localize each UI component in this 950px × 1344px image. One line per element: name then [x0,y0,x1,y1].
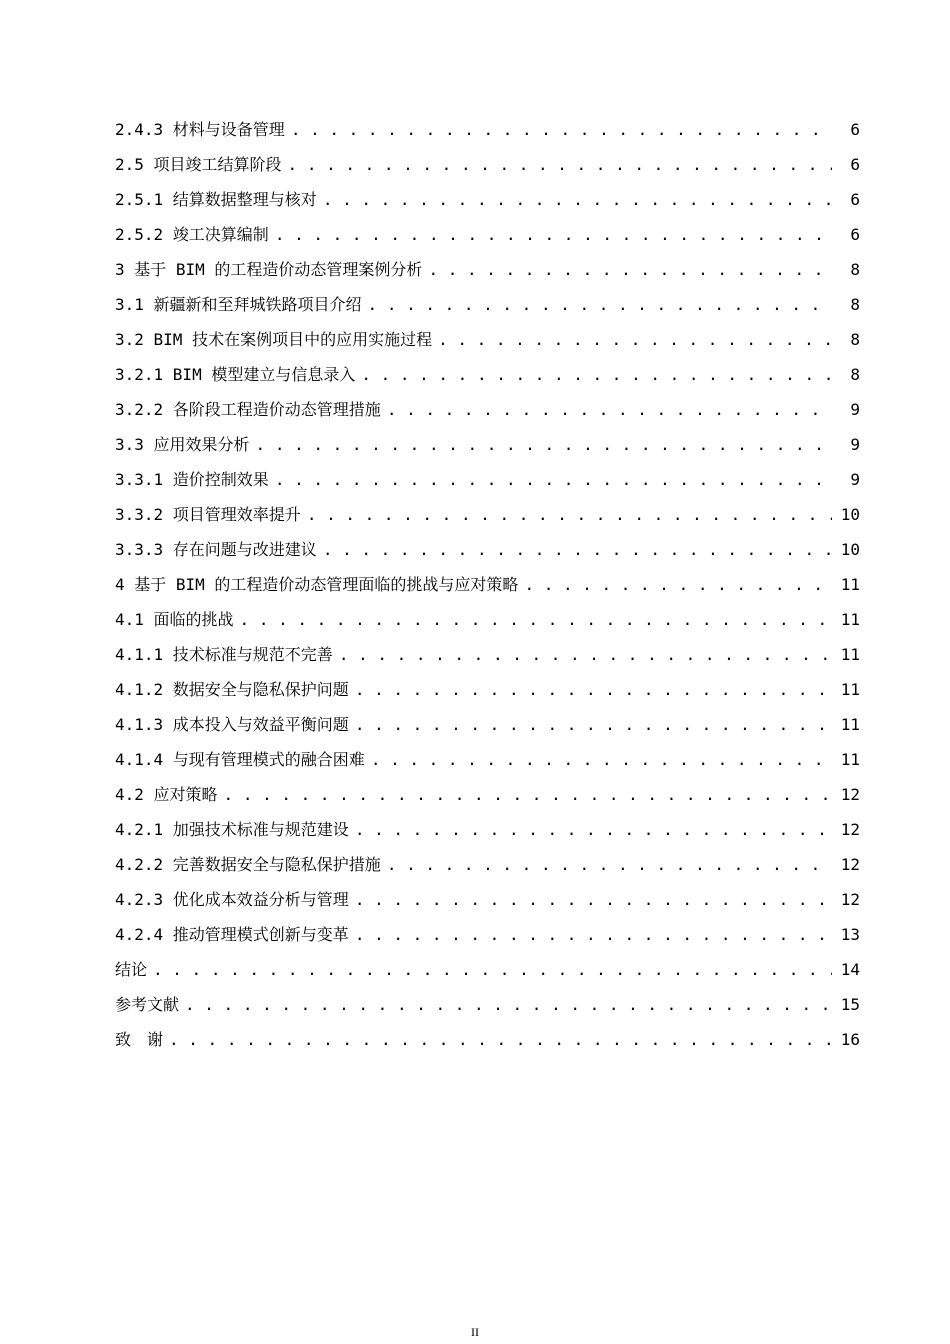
toc-dot-leader [240,602,832,637]
toc-entry-page-number: 6 [850,225,860,244]
toc-dot-leader [169,1022,832,1057]
toc-entry[interactable] [115,217,860,252]
toc-dot-leader [355,917,832,952]
toc-entry-title: 2.4.3 材料与设备管理 [115,120,285,139]
toc-entry-title: 3.2.2 各阶段工程造价动态管理措施 [115,400,381,419]
toc-entry[interactable] [115,742,860,777]
toc-entry-page-number: 8 [850,295,860,314]
table-of-contents [115,112,860,1057]
toc-dot-leader [438,322,832,357]
toc-entry[interactable] [115,812,860,847]
toc-entry-page-number: 12 [840,890,860,909]
toc-entry[interactable] [115,427,860,462]
toc-entry-title: 4.1.2 数据安全与隐私保护问题 [115,680,349,699]
toc-dot-leader [428,252,832,287]
toc-entry-page-number: 11 [840,645,860,664]
toc-entry-title: 4.2.4 推动管理模式创新与变革 [115,925,349,944]
toc-entry[interactable] [115,1022,860,1057]
toc-dot-leader [153,952,832,987]
toc-entry-page-number: 12 [840,855,860,874]
toc-entry[interactable] [115,917,860,952]
toc-entry[interactable] [115,357,860,392]
toc-entry-page-number: 11 [840,715,860,734]
toc-entry-title: 3 基于 BIM 的工程造价动态管理案例分析 [115,260,423,279]
toc-dot-leader [224,777,832,812]
toc-dot-leader [355,672,832,707]
toc-entry-title: 4.1.3 成本投入与效益平衡问题 [115,715,349,734]
toc-dot-leader [323,182,832,217]
toc-entry-page-number: 12 [840,785,860,804]
toc-dot-leader [387,847,832,882]
toc-entry[interactable] [115,112,860,147]
toc-entry-title: 3.3.1 造价控制效果 [115,470,269,489]
toc-entry-page-number: 8 [850,365,860,384]
toc-entry[interactable] [115,672,860,707]
toc-entry-title: 4 基于 BIM 的工程造价动态管理面临的挑战与应对策略 [115,575,519,594]
toc-entry[interactable] [115,287,860,322]
toc-dot-leader [307,497,832,532]
toc-dot-leader [371,742,832,777]
toc-entry-page-number: 8 [850,260,860,279]
toc-entry[interactable] [115,952,860,987]
toc-entry-page-number: 9 [850,470,860,489]
toc-entry-page-number: 6 [850,155,860,174]
toc-entry-title: 4.2.1 加强技术标准与规范建设 [115,820,349,839]
toc-entry-page-number: 11 [840,575,860,594]
toc-entry[interactable] [115,707,860,742]
toc-entry-title: 3.3 应用效果分析 [115,435,250,454]
toc-dot-leader [524,567,832,602]
toc-entry[interactable] [115,777,860,812]
toc-entry-page-number: 9 [850,400,860,419]
toc-entry[interactable] [115,182,860,217]
toc-dot-leader [355,707,832,742]
toc-entry-title: 4.2.3 优化成本效益分析与管理 [115,890,349,909]
toc-dot-leader [355,882,832,917]
toc-entry-title: 参考文献 [115,995,180,1014]
toc-entry-title: 4.1.1 技术标准与规范不完善 [115,645,333,664]
toc-dot-leader [361,357,832,392]
toc-dot-leader [355,812,832,847]
toc-dot-leader [368,287,832,322]
toc-entry-page-number: 13 [840,925,860,944]
toc-entry-page-number: 6 [850,190,860,209]
toc-entry-title: 4.2 应对策略 [115,785,218,804]
toc-entry-title: 致 谢 [115,1030,164,1049]
toc-entry[interactable] [115,637,860,672]
toc-entry-title: 3.1 新疆新和至拜城铁路项目介绍 [115,295,362,314]
toc-entry-title: 4.1.4 与现有管理模式的融合困难 [115,750,365,769]
toc-entry[interactable] [115,602,860,637]
toc-entry-page-number: 15 [840,995,860,1014]
toc-entry-page-number: 6 [850,120,860,139]
toc-entry-title: 2.5.1 结算数据整理与核对 [115,190,317,209]
page-number-footer: II [471,1325,479,1339]
toc-entry-title: 3.3.3 存在问题与改进建议 [115,540,317,559]
toc-entry-title: 结论 [115,960,148,979]
toc-entry-page-number: 8 [850,330,860,349]
toc-entry[interactable] [115,392,860,427]
toc-entry[interactable] [115,882,860,917]
toc-entry-title: 3.3.2 项目管理效率提升 [115,505,301,524]
toc-entry[interactable] [115,532,860,567]
toc-entry-title: 4.1 面临的挑战 [115,610,234,629]
toc-dot-leader [339,637,832,672]
toc-entry-title: 4.2.2 完善数据安全与隐私保护措施 [115,855,381,874]
toc-entry[interactable] [115,497,860,532]
toc-entry-page-number: 10 [840,540,860,559]
toc-dot-leader [185,987,832,1022]
toc-entry-title: 2.5 项目竣工结算阶段 [115,155,282,174]
toc-entry-page-number: 14 [840,960,860,979]
toc-entry-page-number: 9 [850,435,860,454]
toc-entry-page-number: 12 [840,820,860,839]
toc-dot-leader [275,462,832,497]
toc-dot-leader [288,147,832,182]
toc-entry-page-number: 16 [840,1030,860,1049]
toc-entry-page-number: 11 [840,750,860,769]
toc-entry-page-number: 11 [840,680,860,699]
toc-entry[interactable] [115,147,860,182]
toc-entry-title: 3.2 BIM 技术在案例项目中的应用实施过程 [115,330,433,349]
toc-dot-leader [323,532,832,567]
toc-entry[interactable] [115,252,860,287]
toc-entry-title: 2.5.2 竣工决算编制 [115,225,269,244]
toc-entry-page-number: 10 [840,505,860,524]
toc-entry-page-number: 11 [840,610,860,629]
toc-dot-leader [291,112,832,147]
toc-dot-leader [387,392,832,427]
toc-entry[interactable] [115,567,860,602]
toc-entry[interactable] [115,322,860,357]
toc-dot-leader [256,427,832,462]
toc-entry[interactable] [115,987,860,1022]
toc-entry[interactable] [115,847,860,882]
toc-dot-leader [275,217,832,252]
toc-entry-title: 3.2.1 BIM 模型建立与信息录入 [115,365,356,384]
toc-entry[interactable] [115,462,860,497]
